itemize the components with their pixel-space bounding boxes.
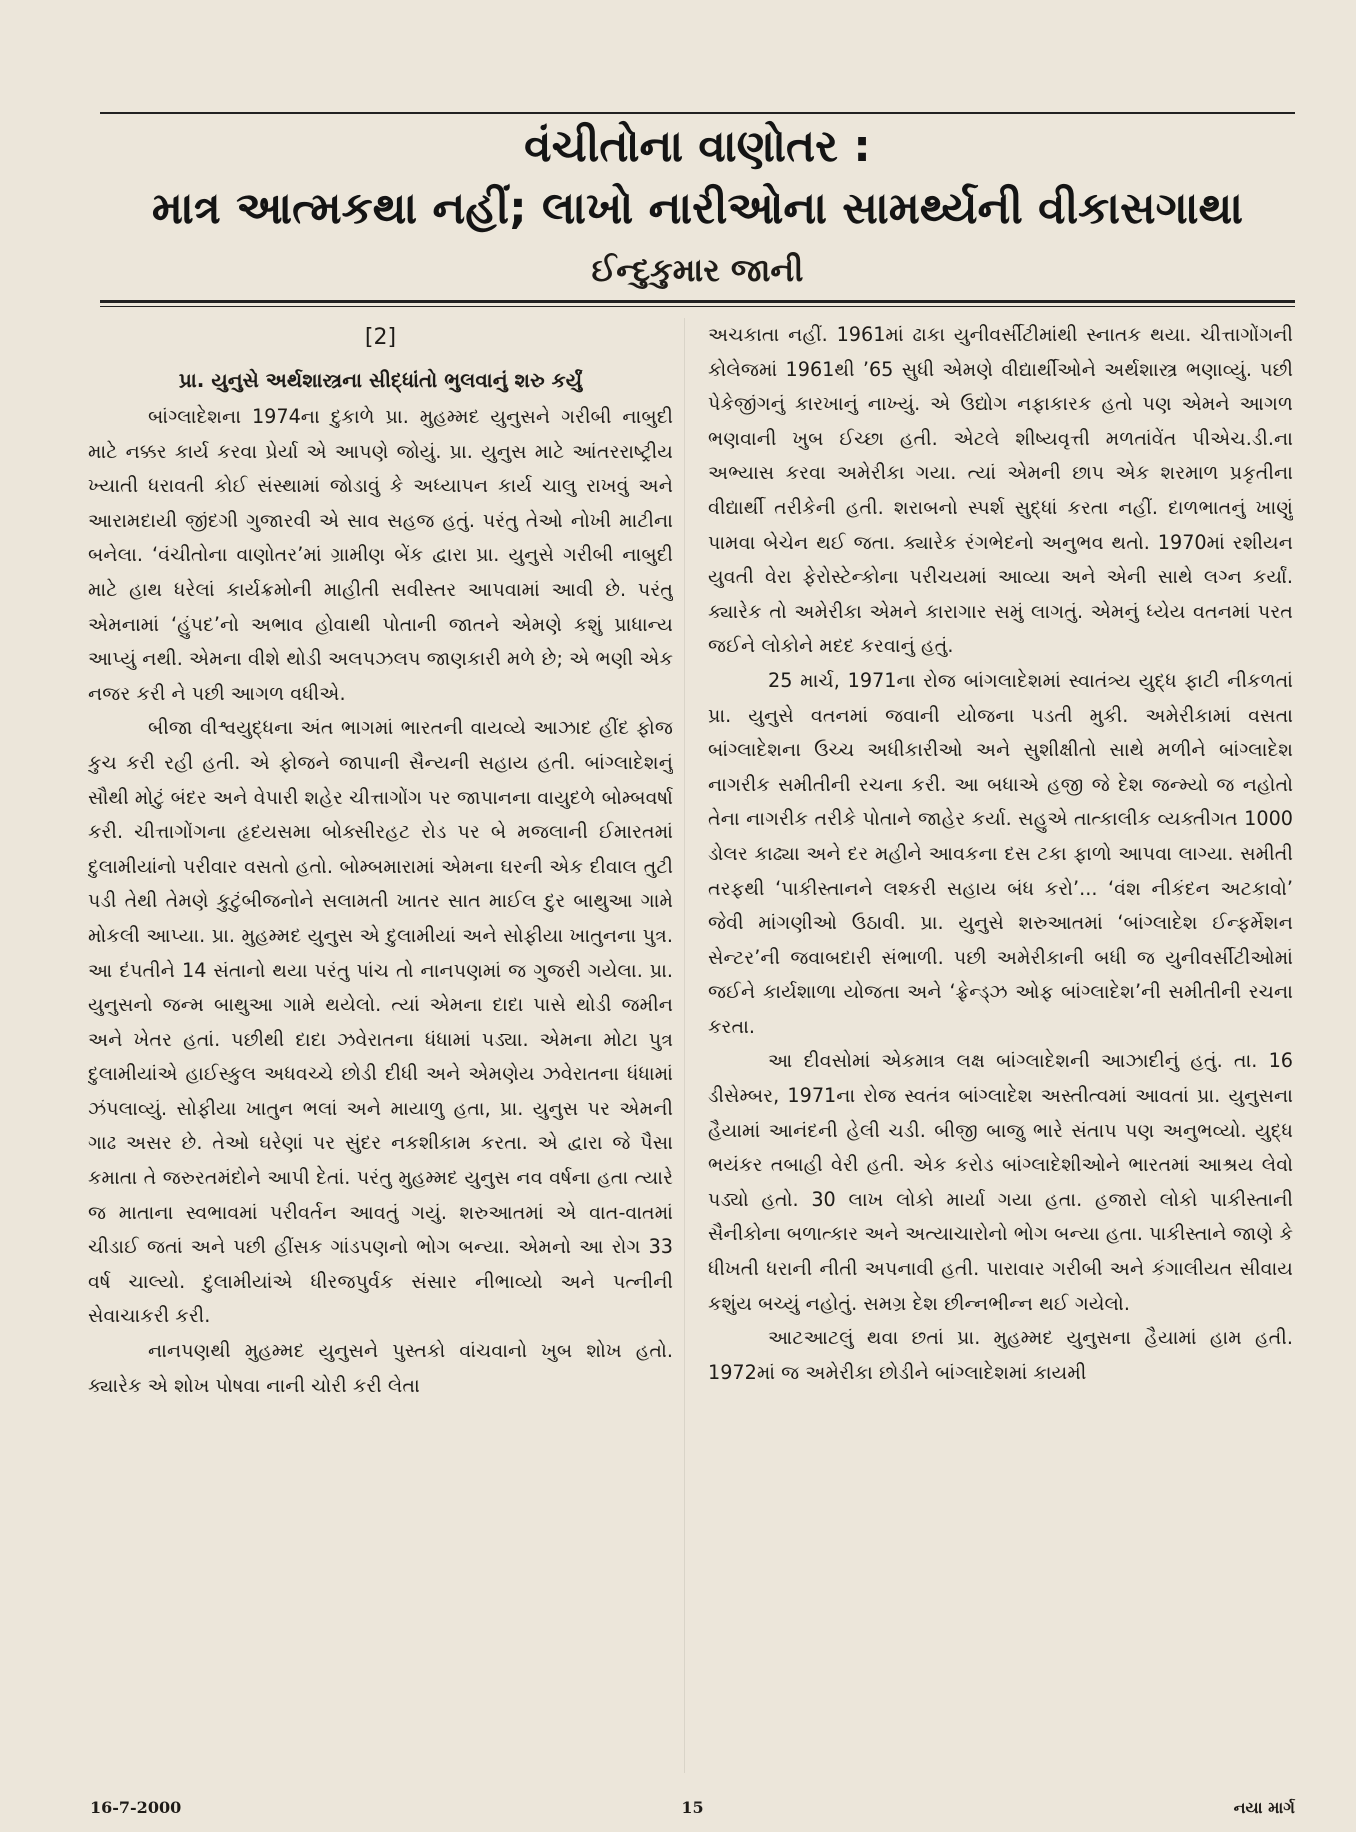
top-rule <box>100 112 1295 114</box>
paragraph: 25 માર્ચ, 1971ના રોજ બાંગલાદેશમાં સ્વાતંત્ર્ય યુદ્ધ ફાટી નીકળતાં પ્રા. યુનુસે વતનમાં જવાની યોજના પડતી મુકી. અમેરીકામાં વસતા બાંગ્લાદેશના ઉચ્ચ અધીકારીઓ અને સુશીક્ષીતો સાથે મળીને બાંગ્લાદેશ નાગરીક સમીતીની રચના કરી. આ બધાએ હજી જે દેશ જન્મ્યો જ નહોતો તેના નાગરીક તરીકે પોતાને જાહેર કર્યા. સહુએ તાત્કાલીક વ્યક્તીગત 1000 ડોલર કાઢ્યા અને દર મહીને આવકના દસ ટકા ફાળો આપવા લાગ્યા. સમીતી તરફથી ‘પાકીસ્તાનને લશ્કરી સહાય બંધ કરો’... ‘વંશ નીકંદન અટકાવો’ જેવી માંગણીઓ ઉઠાવી. પ્રા. યુનુસે શરુઆતમાં ‘બાંગ્લાદેશ ઈન્ફર્મેશન સેન્ટર’ની જવાબદારી સંભાળી. પછી અમેરીકાની બધી જ યુનીવર્સીટીઓમાં જઈને કાર્યશાળા યોજતા અને ‘ફ્રેન્ડ્ઝ ઓફ બાંગ્લાદેશ’ની સમીતીની રચના કરતા. <box>708 668 1293 1038</box>
paragraph: આ દીવસોમાં એકમાત્ર લક્ષ બાંગ્લાદેશની આઝાદીનું હતું. તા. 16 ડીસેમ્બર, 1971ના રોજ સ્વતંત્ર બાંગ્લાદેશ અસ્તીત્વમાં આવતાં પ્રા. યુનુસના હૈયામાં આનંદની હેલી ચડી. બીજી બાજુ ભારે સંતાપ પણ અનુભવ્યો. યુદ્ધ ભયંકર તબાહી વેરી હતી. એક કરોડ બાંગ્લાદેશીઓને ભારતમાં આશ્રય લેવો પડ્યો હતો. 30 લાખ લોકો માર્યા ગયા હતા. હજારો લોકો પાકીસ્તાની સૈનીકોના બળાત્કાર અને અત્યાચારોનો ભોગ બન્યા હતા. પાકીસ્તાને જાણે કે ધીખતી ધરાની નીતી અપનાવી હતી. પારાવાર ગરીબી અને કંગાલીયત સીવાય કશુંય બચ્યું નહોતું. સમગ્ર દેશ છીન્નભીન્ન થઈ ગયેલો. <box>708 1049 1293 1315</box>
article-subtitle: માત્ર આત્મકથા નહીં; લાખો નારીઓના સામર્થ્યની વીકાસગાથા <box>151 183 1244 234</box>
author-name: ઈન્દુકુમાર જાની <box>591 251 804 289</box>
left-column <box>88 318 673 1773</box>
paragraph: આટઆટલું થવા છતાં પ્રા. મુહમ્મદ યુનુસના હૈયામાં હામ હતી. 1972માં જ અમેરીકા છોડીને બાંગ્લાદેશમાં કાયમી <box>708 1326 1293 1384</box>
publication-name: નયા માર્ગ <box>1233 1798 1295 1817</box>
part-number: [2] <box>364 325 397 350</box>
page-number: 15 <box>681 1798 704 1817</box>
paragraph: અચકાતા નહીં. 1961માં ઢાકા યુનીવર્સીટીમાંથી સ્નાતક થયા. ચીત્તાગોંગની કોલેજમાં 1961થી ’65 સુધી એમણે વીદ્યાર્થીઓને અર્થશાસ્ત્ર ભણાવ્યું. પછી પેકેજીંગનું કારખાનું નાખ્યું. એ ઉદ્યોગ નફાકારક હતો પણ એમને આગળ ભણવાની ખુબ ઈચ્છા હતી. એટલે શીષ્યવૃત્તી મળતાંવેંત પીએચ.ડી.ના અભ્યાસ કરવા અમેરીકા ગયા. ત્યાં એમની છાપ એક શરમાળ પ્રકૃતીના વીદ્યાર્થી તરીકેની હતી. શરાબનો સ્પર્શ સુદ્ધાં કરતા નહીં. દાળભાતનું ખાણું પામવા બેચેન થઈ જતા. ક્યારેક રંગભેદનો અનુભવ થતો. 1970માં રશીયન યુવતી વેરા ફેરોસ્ટેન્કોના પરીચયમાં આવ્યા અને એની સાથે લગ્ન કર્યાં. ક્યારેક તો અમેરીકા એમને કારાગાર સમું લાગતું. એમનું ધ્યેય વતનમાં પરત જઈને લોકોને મદદ કરવાનું હતું. <box>708 323 1293 658</box>
issue-date: 16-7-2000 <box>90 1798 182 1817</box>
paragraph: બાંગ્લાદેશના 1974ના દુકાળે પ્રા. મુહમ્મદ યુનુસને ગરીબી નાબુદી માટે નક્કર કાર્ય કરવા પ્રેર્યા એ આપણે જોયું. પ્રા. યુનુસ માટે આંતરરાષ્ટ્રીય ખ્યાતી ધરાવતી કોઈ સંસ્થામાં જોડાવું કે અધ્યાપન કાર્ય ચાલુ રાખવું અને આરામદાયી જીંદગી ગુજારવી એ સાવ સહજ હતું. પરંતુ તેઓ નોખી માટીના બનેલા. ‘વંચીતોના વાણોતર’માં ગ્રામીણ બેંક દ્વારા પ્રા. યુનુસે ગરીબી નાબુદી માટે હાથ ધરેલાં કાર્યક્રમોની માહીતી સવીસ્તર આપવામાં આવી છે. પરંતુ એમનામાં ‘હુંપદ’નો અભાવ હોવાથી પોતાની જાતને એમણે કશું પ્રાધાન્ય આપ્યું નથી. એમના વીશે થોડી અલપઝલપ જાણકારી મળે છે; એ ભણી એક નજર કરી ને પછી આગળ વધીએ. <box>88 405 673 705</box>
right-column <box>708 318 1293 1773</box>
page-footer <box>90 1798 1295 1824</box>
header-rule-thin <box>100 306 1295 307</box>
column-divider <box>684 318 685 1773</box>
paragraph: નાનપણથી મુહમ્મદ યુનુસને પુસ્તકો વાંચવાનો ખુબ શોખ હતો. ક્યારેક એ શોખ પોષવા નાની ચોરી કરી લેતા <box>88 1339 673 1397</box>
article-title: વંચીતોના વાણોતર : <box>524 121 871 172</box>
section-heading: પ્રા. યુનુસે અર્થશાસ્ત્રના સીદ્ધાંતો ભુલવાનું શરુ કર્યું <box>178 368 583 392</box>
header-rule-thick <box>100 300 1295 303</box>
paragraph: બીજા વીશ્વયુદ્ધના અંત ભાગમાં ભારતની વાયવ્યે આઝાદ હીંદ ફોજ કુચ કરી રહી હતી. એ ફોજને જાપાની સૈન્યની સહાય હતી. બાંગ્લાદેશનું સૌથી મોટું બંદર અને વેપારી શહેર ચીત્તાગોંગ પર જાપાનના વાયુદળે બોમ્બવર્ષા કરી. ચીત્તાગોંગના હૃદયસમા બોક્સીરહટ રોડ પર બે મજલાની ઈમારતમાં દુલામીયાંનો પરીવાર વસતો હતો. બોમ્બમારામાં એમના ઘરની એક દીવાલ તુટી પડી તેથી તેમણે કુટુંબીજનોને સલામતી ખાતર સાત માઈલ દુર બાથુઆ ગામે મોકલી આપ્યા. પ્રા. મુહમ્મદ યુનુસ એ દુલામીયાં અને સોફીયા ખાતુનના પુત્ર. આ દંપતીને 14 સંતાનો થયા પરંતુ પાંચ તો નાનપણમાં જ ગુજરી ગયેલા. પ્રા. યુનુસનો જન્મ બાથુઆ ગામે થયેલો. ત્યાં એમના દાદા પાસે થોડી જમીન અને ખેતર હતાં. પછીથી દાદા ઝવેરાતના ધંધામાં પડ્યા. એમના મોટા પુત્ર દુલામીયાંએ હાઈસ્કુલ અધવચ્ચે છોડી દીધી અને એમણેય ઝવેરાતના ધંધામાં ઝંપલાવ્યું. સોફીયા ખાતુન ભલાં અને માયાળુ હતા, પ્રા. યુનુસ પર એમની ગાઢ અસર છે. તેઓ ઘરેણાં પર સુંદર નકશીકામ કરતા. એ દ્વારા જે પૈસા કમાતા તે જરુરતમંદોને આપી દેતાં. પરંતુ મુહમ્મદ યુનુસ નવ વર્ષના હતા ત્યારે જ માતાના સ્વભાવમાં પરીવર્તન આવતું ગયું. શરુઆતમાં એ વાત-વાતમાં ચીડાઈ જતાં અને પછી હીંસક ગાંડપણનો ભોગ બન્યા. એમનો આ રોગ 33 વર્ષ ચાલ્યો. દુલામીયાંએ ધીરજપુર્વક સંસાર નીભાવ્યો અને પત્નીની સેવાચાકરી કરી. <box>88 716 673 1328</box>
